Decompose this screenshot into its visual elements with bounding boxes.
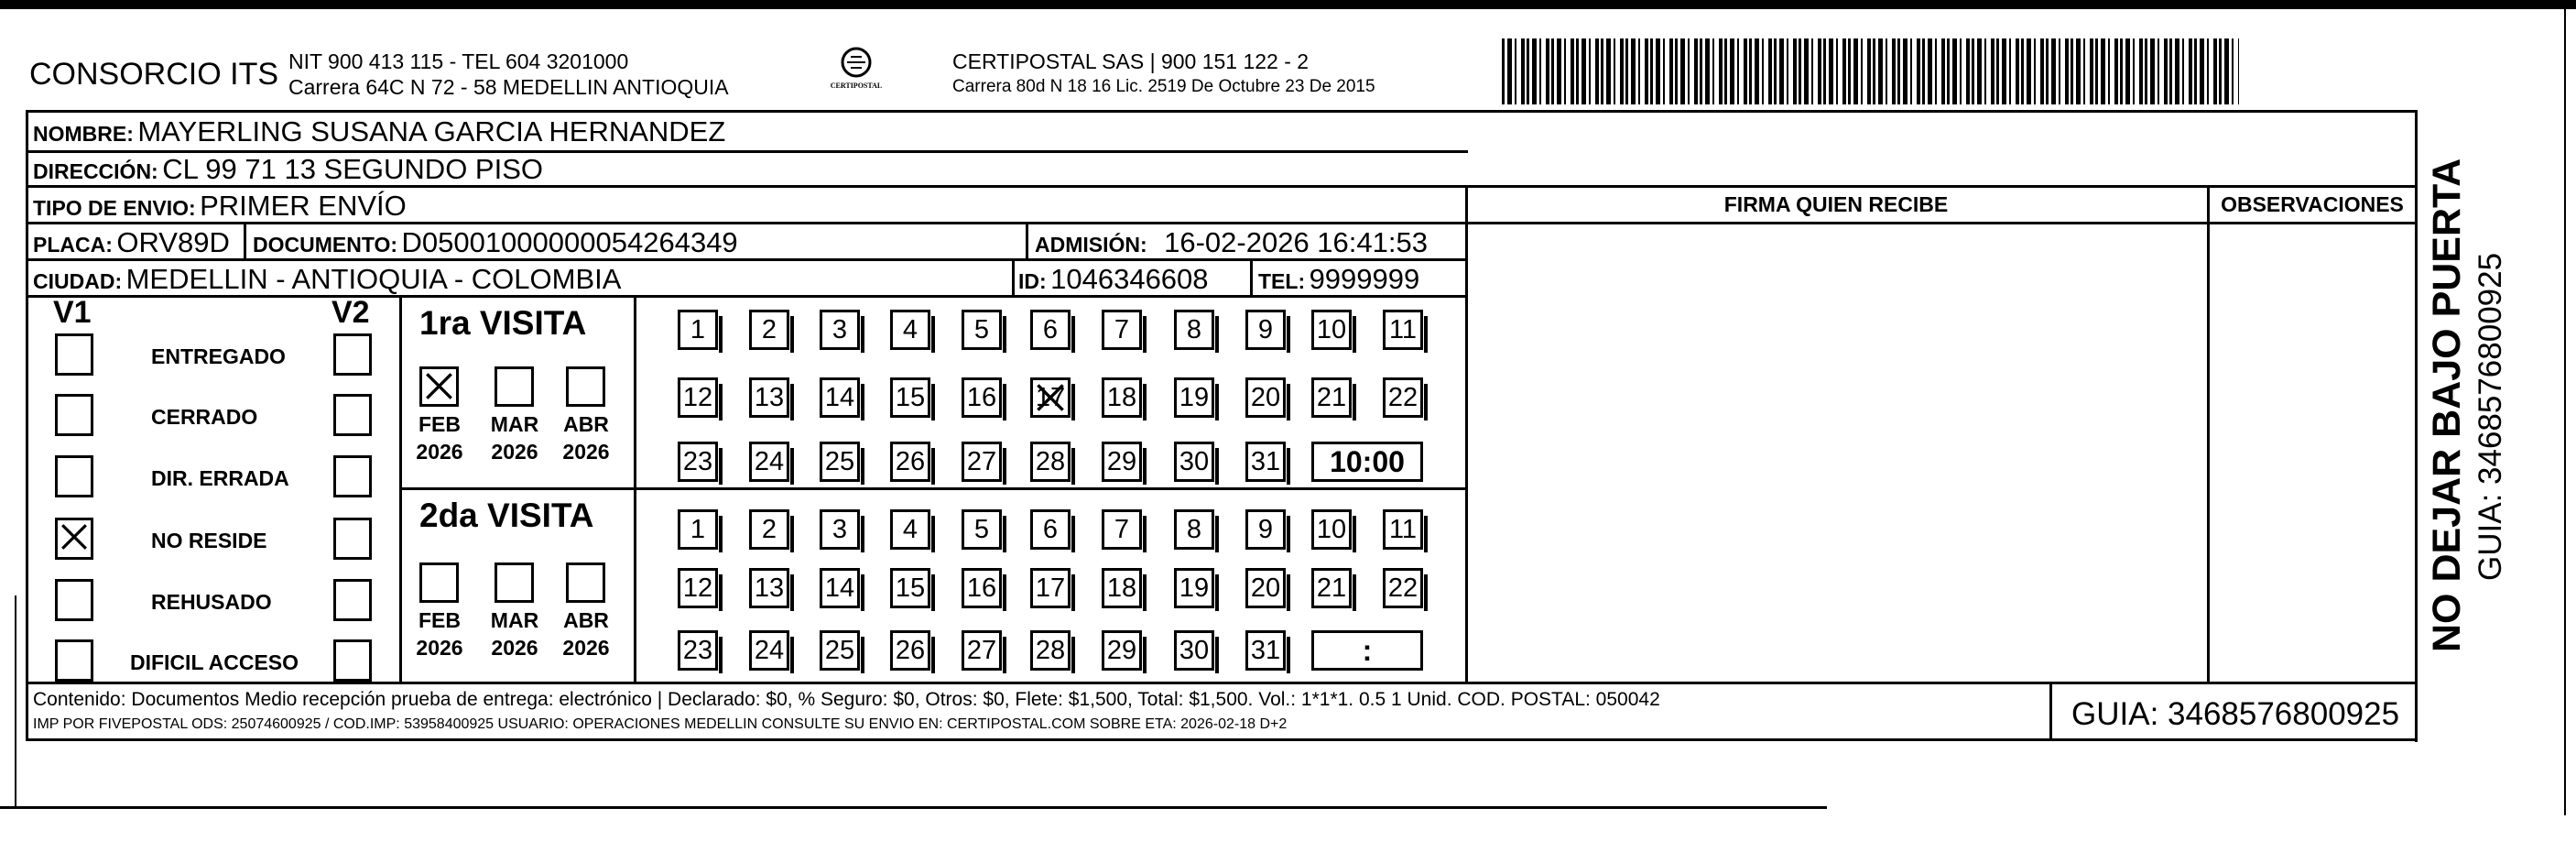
ciudad-label: CIUDAD: xyxy=(33,269,123,293)
tipo-value: PRIMER ENVÍO xyxy=(200,190,407,222)
frame-bottom xyxy=(26,738,2418,741)
top-border xyxy=(0,0,2576,9)
placa-label: PLACA: xyxy=(33,233,113,257)
day-box[interactable]: 9 xyxy=(1245,509,1286,550)
day-box[interactable]: 14 xyxy=(820,568,860,608)
day-box[interactable]: 14 xyxy=(820,377,860,418)
tipo-row xyxy=(33,190,407,223)
day-box[interactable]: 31 xyxy=(1245,630,1286,671)
month-checkbox[interactable] xyxy=(495,366,534,407)
visit-time[interactable]: : xyxy=(1311,630,1423,671)
day-box[interactable]: 25 xyxy=(820,442,860,482)
day-box[interactable]: 18 xyxy=(1102,377,1142,418)
admision-label: ADMISIÓN: xyxy=(1035,233,1147,257)
tel-cell xyxy=(1258,263,1419,296)
day-box[interactable]: 16 xyxy=(962,568,1002,608)
day-box[interactable]: 11 xyxy=(1383,509,1423,550)
certipostal-name: CERTIPOSTAL SAS | 900 151 122 - 2 xyxy=(952,49,1310,73)
visit-sep xyxy=(399,487,1467,490)
month-label: MAR 2026 xyxy=(490,608,539,660)
status-label: ENTREGADO xyxy=(151,344,286,368)
day-box[interactable]: 22 xyxy=(1383,568,1423,608)
day-box[interactable]: 7 xyxy=(1102,310,1142,350)
day-box[interactable]: 31 xyxy=(1245,442,1286,482)
day-box[interactable]: 24 xyxy=(749,442,789,482)
month-label: ABR 2026 xyxy=(562,608,610,660)
day-box[interactable]: 1 xyxy=(678,509,718,550)
day-box[interactable]: 20 xyxy=(1245,377,1286,418)
frame-right xyxy=(2415,110,2418,742)
day-box[interactable]: 21 xyxy=(1311,568,1352,608)
documento-cell xyxy=(253,226,738,259)
v1-checkbox[interactable] xyxy=(55,394,93,436)
direccion-row xyxy=(33,153,543,186)
day-box[interactable]: 12 xyxy=(678,568,718,608)
firma-header: FIRMA QUIEN RECIBE xyxy=(1723,192,1949,216)
day-box[interactable]: 23 xyxy=(678,630,718,671)
documento-value: D0500100000005426434​9 xyxy=(401,226,738,258)
tel-label: TEL: xyxy=(1258,269,1306,293)
v2-checkbox[interactable] xyxy=(333,639,372,682)
side-guia: GUIA: 3468576800925 xyxy=(2473,252,2508,581)
footer-guia: GUIA: 3468576800925 xyxy=(2071,696,2400,732)
day-box[interactable]: 16 xyxy=(962,377,1002,418)
day-box[interactable]: 25 xyxy=(820,630,860,671)
admision-sep xyxy=(1026,222,1028,258)
day-box[interactable]: 17 xyxy=(1030,377,1071,418)
day-box[interactable]: 4 xyxy=(890,509,930,550)
v1-checkbox[interactable] xyxy=(55,639,93,682)
day-box[interactable]: 2 xyxy=(749,310,789,350)
day-box[interactable]: 21 xyxy=(1311,377,1352,418)
ciudad-value: MEDELLIN - ANTIOQUIA - COLOMBIA xyxy=(125,263,622,295)
day-box[interactable]: 2 xyxy=(749,509,789,550)
footer-imp: IMP POR FIVEPOSTAL ODS: 25074600925 / COD.IMP: 53958400925 USUARIO: OPERACIONES MEDELLIN CONSULTE SU ENVIO EN: CERTIPOSTAL.COM SOBRE ETA: 2026-02-18 D+2 xyxy=(33,716,1288,732)
day-box[interactable]: 1 xyxy=(678,310,718,350)
obs-left-border xyxy=(2207,185,2210,683)
direccion-label: DIRECCIÓN: xyxy=(33,159,158,183)
status-label: NO RESIDE xyxy=(151,529,267,552)
id-sep xyxy=(1012,258,1015,295)
day-box[interactable]: 30 xyxy=(1174,630,1214,671)
day-box[interactable]: 12 xyxy=(678,377,718,418)
day-box[interactable]: 8 xyxy=(1174,310,1214,350)
day-box[interactable]: 26 xyxy=(890,442,930,482)
direccion-value: CL 99 71 13 SEGUNDO PISO xyxy=(162,153,543,185)
status-label: CERRADO xyxy=(151,405,258,429)
certipostal-logo xyxy=(829,44,884,99)
day-box[interactable]: 20 xyxy=(1245,568,1286,608)
right-edge-line xyxy=(2564,9,2566,815)
footer-guia-sep xyxy=(2049,682,2052,740)
side-no-dejar: NO DEJAR BAJO PUERTA xyxy=(2425,158,2469,652)
admision-cell xyxy=(1035,226,1428,259)
day-box[interactable]: 3 xyxy=(820,310,860,350)
day-box[interactable]: 30 xyxy=(1174,442,1214,482)
day-box[interactable]: 24 xyxy=(749,630,789,671)
visit-time[interactable]: 10:00 xyxy=(1311,442,1423,482)
company-name: CONSORCIO ITS xyxy=(29,57,279,92)
day-box[interactable]: 5 xyxy=(962,310,1002,350)
placa-value: ORV89D xyxy=(116,226,230,258)
placa-sep xyxy=(244,222,246,258)
day-box[interactable]: 23 xyxy=(678,442,718,482)
v2-checkbox[interactable] xyxy=(333,579,372,621)
v2-checkbox[interactable] xyxy=(333,333,372,376)
day-box[interactable]: 10 xyxy=(1311,509,1352,550)
logo-text: CERTIPOSTAL xyxy=(830,82,883,90)
month-label: FEB 2026 xyxy=(416,608,463,660)
tel-value: 9999999 xyxy=(1309,263,1420,295)
month-checkbox[interactable] xyxy=(419,562,459,603)
frame-top xyxy=(26,110,2418,113)
v2-checkbox[interactable] xyxy=(333,455,372,497)
day-box[interactable]: 27 xyxy=(962,630,1002,671)
left-edge-line xyxy=(15,595,16,806)
company-address: Carrera 64C N 72 - 58 MEDELLIN ANTIOQUIA xyxy=(288,75,729,99)
row-sep-footer xyxy=(26,682,2418,684)
nombre-row xyxy=(33,115,725,148)
v1-header: V1 xyxy=(53,295,92,330)
day-box[interactable]: 15 xyxy=(890,377,930,418)
month-checkbox[interactable] xyxy=(419,366,459,407)
v1-checkbox[interactable] xyxy=(55,455,93,497)
month-label: MAR 2026 xyxy=(490,412,539,464)
day-box[interactable]: 5 xyxy=(962,509,1002,550)
visit1-title: 1ra VISITA xyxy=(419,304,587,342)
v1-checkbox[interactable] xyxy=(55,518,93,560)
visit2-title: 2da VISITA xyxy=(419,497,594,534)
month-checkbox[interactable] xyxy=(495,562,534,603)
v2-header: V2 xyxy=(332,295,370,330)
day-box[interactable]: 9 xyxy=(1245,310,1286,350)
day-box[interactable]: 27 xyxy=(962,442,1002,482)
certipostal-address: Carrera 80d N 18 16 Lic. 2519 De Octubre 23 De 2015 xyxy=(952,77,1375,96)
day-box[interactable]: 19 xyxy=(1174,568,1214,608)
day-box[interactable]: 6 xyxy=(1030,310,1071,350)
day-box[interactable]: 10 xyxy=(1311,310,1352,350)
day-box[interactable]: 3 xyxy=(820,509,860,550)
day-box[interactable]: 7 xyxy=(1102,509,1142,550)
ciudad-cell xyxy=(33,263,621,296)
documento-label: DOCUMENTO: xyxy=(253,233,398,257)
month-label: FEB 2026 xyxy=(416,412,463,464)
day-box[interactable]: 22 xyxy=(1383,377,1423,418)
month-checkbox[interactable] xyxy=(566,562,605,603)
v2-checkbox[interactable] xyxy=(333,518,372,560)
nombre-label: NOMBRE: xyxy=(33,122,134,146)
barcode xyxy=(1502,38,2239,104)
day-box[interactable]: 8 xyxy=(1174,509,1214,550)
v1-checkbox[interactable] xyxy=(55,579,93,621)
tipo-label: TIPO DE ENVIO: xyxy=(33,196,196,220)
day-box[interactable]: 13 xyxy=(749,377,789,418)
placa-cell xyxy=(33,226,230,259)
v1-checkbox[interactable] xyxy=(55,333,93,376)
bottom-line xyxy=(0,806,1827,809)
observaciones-header: OBSERVACIONES xyxy=(2221,192,2404,216)
id-label: ID: xyxy=(1018,269,1047,293)
day-box[interactable]: 17 xyxy=(1030,568,1071,608)
status-label: REHUSADO xyxy=(151,590,272,614)
footer-contenido: Contenido: Documentos Medio recepción prueba de entrega: electrónico | Declarado: $0, % Seguro: $0, Otros: $0, Flete: $1,500, Total: $1,500. Vol.: 1*1*1. 0.5 1 Unid. COD. POSTAL: 050042 xyxy=(33,689,1660,710)
day-box[interactable]: 19 xyxy=(1174,377,1214,418)
day-box[interactable]: 11 xyxy=(1383,310,1423,350)
day-box[interactable]: 26 xyxy=(890,630,930,671)
company-nit: NIT 900 413 115 - TEL 604 3201000 xyxy=(288,49,629,73)
v2-checkbox[interactable] xyxy=(333,394,372,436)
id-cell xyxy=(1018,263,1209,296)
frame-left xyxy=(26,110,28,740)
day-box[interactable]: 28 xyxy=(1030,630,1071,671)
day-box[interactable]: 29 xyxy=(1102,442,1142,482)
status-label: DIR. ERRADA xyxy=(151,466,289,490)
nombre-value: MAYERLING SUSANA GARCIA HERNANDEZ xyxy=(137,115,726,147)
admision-value: 16-02-2026 16:41:53 xyxy=(1164,226,1428,258)
day-box[interactable]: 4 xyxy=(890,310,930,350)
id-value: 1046346608 xyxy=(1050,263,1209,295)
month-label: ABR 2026 xyxy=(562,412,610,464)
day-box[interactable]: 29 xyxy=(1102,630,1142,671)
status-label: DIFICIL ACCESO xyxy=(130,650,299,674)
month-checkbox[interactable] xyxy=(566,366,605,407)
day-box[interactable]: 6 xyxy=(1030,509,1071,550)
day-box[interactable]: 18 xyxy=(1102,568,1142,608)
day-box[interactable]: 13 xyxy=(749,568,789,608)
tel-sep xyxy=(1250,258,1253,295)
day-box[interactable]: 28 xyxy=(1030,442,1071,482)
day-box[interactable]: 15 xyxy=(890,568,930,608)
